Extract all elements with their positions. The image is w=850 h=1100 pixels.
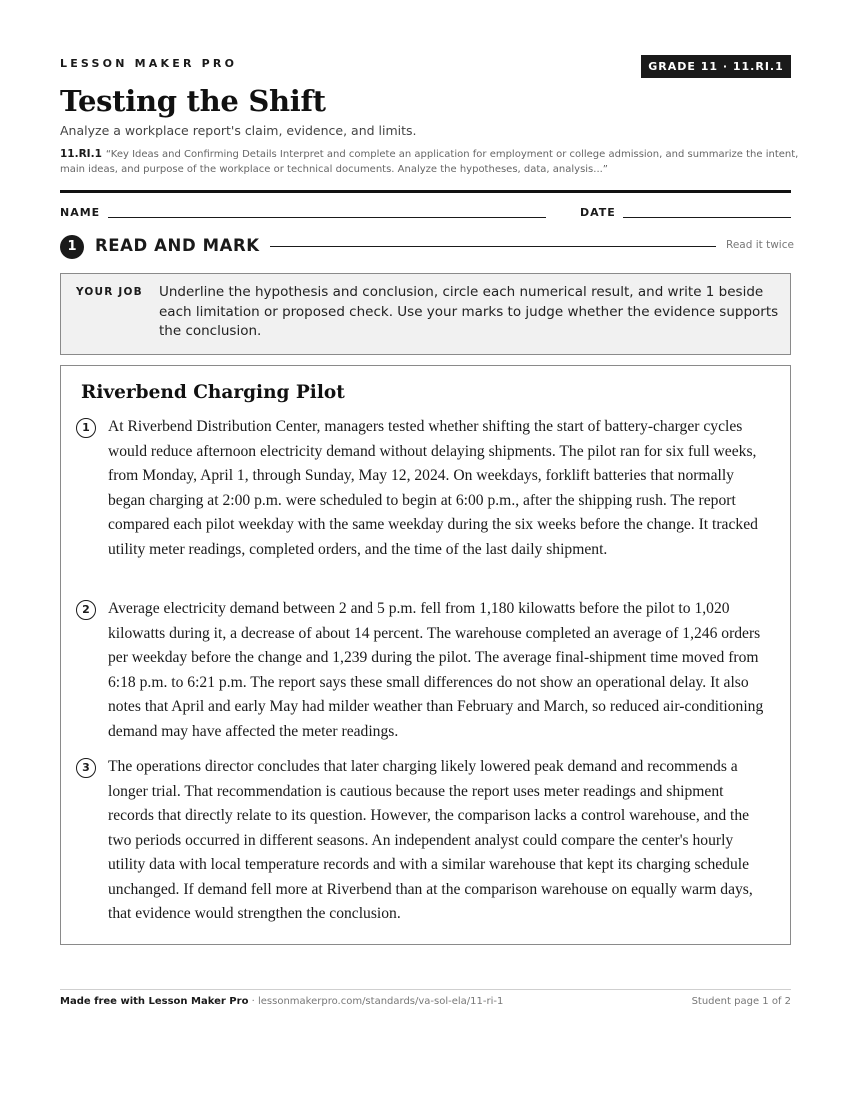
date-label: DATE: [580, 206, 616, 219]
standard-description: [60, 147, 800, 177]
section-number-badge: 1: [60, 235, 84, 259]
paragraph-number-3: 3: [76, 758, 96, 778]
section-rule: [270, 246, 716, 247]
brand-name: LESSON MAKER PRO: [60, 57, 238, 70]
job-text: Underline the hypothesis and conclusion, circle each numerical result, and write 1 beside each limitation or proposed check. Use your marks to judge whether the evidence supports the conclusion.: [159, 284, 779, 339]
passage-title: Riverbend Charging Pilot: [81, 382, 345, 403]
standard-code: 11.RI.1: [60, 148, 102, 160]
paragraph-number-2: 2: [76, 600, 96, 620]
footer-url[interactable]: · lessonmakerpro.com/standards/va-sol-ela/11-ri-1: [248, 996, 504, 1007]
footer-credit: [60, 996, 503, 1007]
footer-made-with: Made free with Lesson Maker Pro: [60, 996, 249, 1007]
paragraph-number-1: 1: [76, 418, 96, 438]
section-title: READ AND MARK: [95, 236, 260, 255]
date-line[interactable]: [623, 217, 791, 218]
footer-divider: [60, 989, 791, 990]
grade-badge: GRADE 11 · 11.RI.1: [641, 55, 791, 78]
section-note: Read it twice: [726, 239, 794, 251]
page-title: Testing the Shift: [60, 84, 326, 118]
page-subtitle: Analyze a workplace report's claim, evidence, and limits.: [60, 123, 417, 138]
standard-text: “Key Ideas and Confirming Details Interpret and complete an application for employment or college admission, and summarize the intent, main ideas, and purpose of the workplace or technical documents. Analyze the hypotheses, data, analysis...”: [60, 149, 799, 175]
footer-page-number: Student page 1 of 2: [691, 996, 791, 1007]
name-line[interactable]: [108, 217, 546, 218]
header-divider: [60, 190, 791, 193]
job-label: YOUR JOB: [76, 286, 143, 298]
paragraph-3: The operations director concludes that later charging likely lowered peak demand and recommends a longer trial. That recommendation is cautious because the report uses meter readings and shipment records that directly relate to its question. However, the comparison lacks a control warehouse, and the two periods occurred in different seasons. An independent analyst could compare the center's hourly utility data with local temperature records and with a similar warehouse that kept its charging schedule unchanged. If demand fell more at Riverbend than at the comparison warehouse on equally warm days, that evidence would strengthen the conclusion.: [108, 758, 753, 922]
paragraph-1: At Riverbend Distribution Center, managers tested whether shifting the start of battery-charger cycles would reduce afternoon electricity demand without delaying shipments. The pilot ran for six full weeks, from Monday, April 1, through Sunday, May 12, 2024. On weekdays, forklift batteries that normally began charging at 2:00 p.m. were scheduled to begin at 6:00 p.m., after the shipping rush. The report compared each pilot weekday with the same weekday during the six weeks before the change. It tracked utility meter readings, completed orders, and the time of the last daily shipment.: [108, 418, 758, 558]
name-label: NAME: [60, 206, 101, 219]
paragraph-2: Average electricity demand between 2 and 5 p.m. fell from 1,180 kilowatts before the pilot to 1,020 kilowatts during it, a decrease of about 14 percent. The warehouse completed an average of 1,246 orders per weekday before the change and 1,239 during the pilot. The average final-shipment time moved from 6:18 p.m. to 6:21 p.m. The report says these small differences do not show an operational delay. It also notes that April and early May had milder weather than February and March, so reduced air-conditioning demand may have affected the meter readings.: [108, 600, 764, 740]
passage-box: [60, 365, 791, 945]
instructions-box: [60, 273, 791, 355]
